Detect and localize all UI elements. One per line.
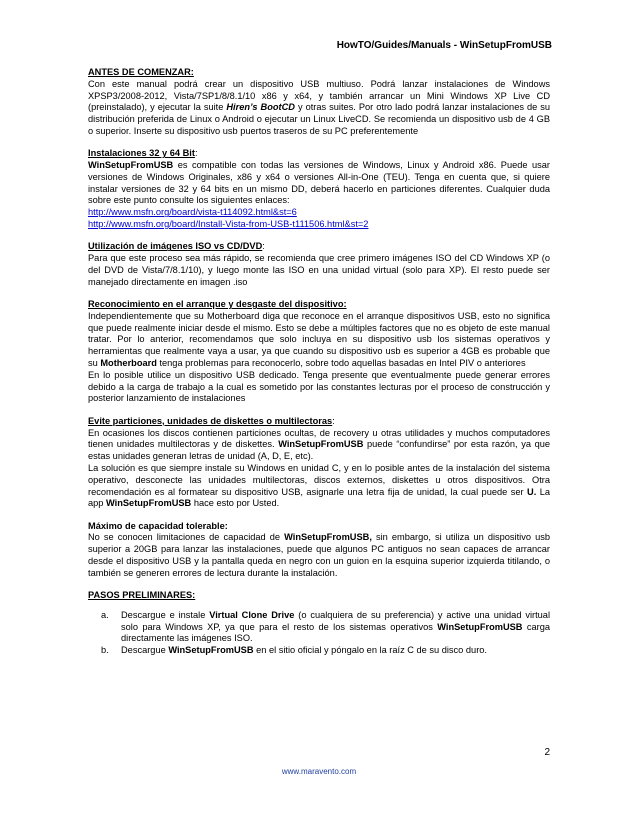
document-body: [88, 67, 550, 668]
colon: :: [194, 148, 198, 159]
text: puede “confundirse” por esta razón, ya que estas unidades generan letras de unidad (A, D, E, etc).: [88, 439, 550, 462]
text: es compatible con todas las versiones de Windows, Linux y Android x86. Puede usar versiones de Windows Originales, x86 y x64 o versiones All-in-One (TEU). Tenga en cuenta que, si quiere instalar versiones de 32 y 64 bits en un mismo DD, deberá hacerlo en particiones diferentes. Cualquier duda sobre este punto consulte los siguientes enlaces:: [88, 160, 550, 206]
text: Independientemente que su Motherboard diga que reconoce en el arranque dispositivos USB, esto no significa que puede realmente iniciar desde el mismo. Esto se debe a múltiples factores que no es objeto de este manual tratar. Por lo anterior, recomendamos que solo incluya en su dispositivo usb los sistemas operativos y herramientas que realmente vaya a usar, ya que cuando su dispositivo usb es superior a 4GB es probable que su: [88, 310, 550, 369]
heading-text: Evite particiones, unidades de diskettes o multilectoras: [88, 415, 333, 426]
paragraph-evite-2: [88, 463, 550, 510]
paragraph-maximo: [88, 532, 550, 579]
text: En ocasiones los discos contienen particiones ocultas, de recovery u otras utilidades y muchos computadores tienen unidades multilectoras y de diskettes.: [88, 427, 550, 450]
link-msfn-install-vista[interactable]: http://www.msfn.org/board/Install-Vista-from-USB-t111506.html&st=2: [88, 219, 369, 230]
page-header: HowTO/Guides/Manuals - WinSetupFromUSB: [336, 40, 552, 51]
paragraph-reconocimiento-1: [88, 311, 550, 370]
list-item: [88, 645, 550, 657]
motherboard-text: Motherboard: [100, 358, 157, 369]
list-marker: a.: [101, 609, 109, 620]
app-name: WinSetupFromUSB: [278, 439, 364, 450]
heading-maximo: Máximo de capacidad tolerable:: [88, 520, 228, 531]
app-name: WinSetupFromUSB,: [284, 532, 372, 543]
app-name: WinSetupFromUSB: [88, 160, 174, 171]
app-name: WinSetupFromUSB: [168, 645, 254, 656]
section-pasos: [88, 590, 550, 657]
section-maximo: [88, 521, 550, 580]
paragraph-antes: [88, 79, 550, 138]
list-item: [88, 610, 550, 645]
paragraph-reconocimiento-2: En lo posible utilice un dispositivo USB dedicado. Tenga presente que eventualmente puede generar errores debido a la carga de trabajo a la cual es sometido por las constantes lecturas por el proceso de construcción y posterior lanzamiento de instalaciones: [88, 369, 550, 404]
section-reconocimiento: [88, 299, 550, 405]
heading-antes: ANTES DE COMENZAR:: [88, 67, 194, 77]
drive-letter: U.: [527, 486, 537, 497]
footer-url: www.maravento.com: [281, 767, 357, 776]
section-evite: [88, 416, 550, 510]
text: No se conocen limitaciones de capacidad de: [88, 532, 285, 543]
heading-text: Instalaciones 32 y 64 Bit: [88, 148, 195, 159]
section-instalaciones: [88, 148, 550, 231]
colon: :: [262, 241, 265, 252]
virtual-clone-drive-text: Virtual Clone Drive: [209, 609, 295, 620]
text: sin embargo, si utiliza un dispositivo usb superior a 20GB para lanzar las instalaciones, puede que algunos PC antiguos no sean capaces de arrancar desde el dispositivo USB y la pantalla queda en negro con un guion en la esquina superior izquierda titilando, o también se generen errores de lectura durante la instalación.: [88, 532, 550, 578]
heading-evite: [88, 416, 550, 428]
text: hace esto por Usted.: [191, 498, 280, 509]
text: La solución es que siempre instale su Windows en unidad C, y en lo posible antes de la instalación del sistema operativo, desconecte las unidades multilectoras, discos externos, diskettes u otros dispositivos. Otra recomendación es al formatear su dispositivo USB, asignarle una letra fija de unidad, la cual puede ser: [88, 462, 550, 497]
heading-instalaciones: [88, 148, 550, 160]
list-marker: b.: [101, 645, 109, 656]
text: tenga problemas para reconocerlo, sobre todo aquellas basadas en Intel PIV o anteriores: [156, 358, 526, 369]
app-name: WinSetupFromUSB: [106, 498, 192, 509]
app-name: WinSetupFromUSB: [437, 621, 523, 632]
page-number: 2: [544, 747, 550, 758]
text: (o cualquiera de su preferencia) y active una unidad virtual solo para Windows XP, ya que para el resto de los sistemas operativos: [121, 609, 551, 632]
text: Descargue: [121, 645, 169, 656]
paragraph-instalaciones: [88, 160, 550, 207]
link-msfn-vista[interactable]: http://www.msfn.org/board/vista-t114092.html&st=6: [88, 207, 297, 218]
text: en el sitio oficial y póngalo en la raíz C de su disco duro.: [253, 645, 487, 656]
text: Con este manual podrá crear un dispositivo USB multiuso. Podrá lanzar instalaciones de Windows XPSP3/2008-2012, Vista/7SP1/8/8.1/10 x86 y x64, y también arrancar un Mini Windows XP Live CD (preinstalado), y ejecutar la suite: [88, 78, 550, 113]
section-antes: [88, 67, 550, 138]
heading-text: Utilización de imágenes ISO vs CD/DVD: [88, 241, 263, 252]
paragraph-evite-1: [88, 428, 550, 463]
paragraph-iso: Para que este proceso sea más rápido, se recomienda que cree primero imágenes ISO del CD Windows XP (o del DVD de Vista/7/8.1/10), y luego monte las ISO en una unidad virtual (solo para XP). El resto puede ser manejado directamente en imagen .iso: [88, 253, 550, 287]
steps-list: [88, 610, 550, 657]
heading-reconocimiento: Reconocimiento en el arranque y desgaste del dispositivo:: [88, 299, 347, 310]
text: y otras suites. Por otro lado podrá lanzar instalaciones de su distribución preferida de Linux o Android o ejecutar un Linux LiveCD. Se recomienda un dispositivo usb de 4 GB o superior. Inserte su dispositivo usb puertos traseros de su PC preferentemente: [88, 102, 550, 136]
text: La app: [88, 486, 550, 509]
text: Descargue e instale: [121, 609, 210, 620]
section-iso: [88, 241, 550, 288]
heading-pasos: PASOS PRELIMINARES:: [88, 590, 196, 601]
text: carga directamente las imágenes ISO.: [121, 621, 550, 644]
colon: :: [332, 415, 335, 426]
hirens-bootcd-text: Hiren’s BootCD: [226, 102, 295, 113]
heading-iso: [88, 241, 550, 253]
